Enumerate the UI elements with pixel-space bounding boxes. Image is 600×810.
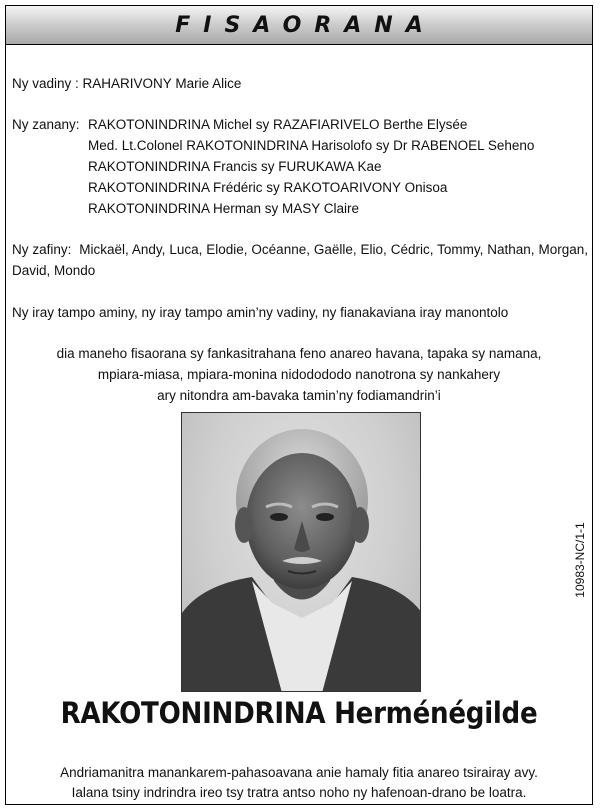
thanks-line-3: ary nitondra am-bavaka tamin’ny fodiamandrin’i (157, 388, 441, 403)
thanks-line-2: mpiara-miasa, mpiara-monina nidodododo nanotrona sy nankahery (97, 367, 501, 382)
family-line: Ny iray tampo aminy, ny iray tampo amin’ny vadiny, ny fianakaviana iray manontolo (12, 305, 509, 320)
page-title: FISAORANA (175, 12, 436, 38)
zanany-line-5: RAKOTONINDRINA Herman sy MASY Claire (88, 201, 360, 216)
portrait-photo (181, 412, 421, 692)
reference-code: 10983-NC/1-1 (573, 522, 587, 598)
zanany-line-1: RAKOTONINDRINA Michel sy RAZAFIARIVELO Berthe Elysée (88, 117, 468, 132)
zanany-line-3: RAKOTONINDRINA Francis sy FURUKAWA Kae (88, 159, 382, 174)
vadiny-label: Ny vadiny : (12, 76, 79, 91)
zafiny-label: Ny zafiny: (12, 242, 72, 257)
zafiny-paragraph (12, 239, 588, 281)
vadiny-value: RAHARIVONY Marie Alice (82, 76, 242, 91)
thanks-line-1: dia maneho fisaorana sy fankasitrahana feno anareo havana, tapaka sy namana, (56, 346, 542, 361)
zafiny-value: Mickaël, Andy, Luca, Elodie, Océanne, Gaëlle, Elio, Cédric, Tommy, Nathan, Morgan, David, Mondo (12, 242, 588, 278)
zanany-line-2: Med. Lt.Colonel RAKOTONINDRINA Harisolofo sy Dr RABENOEL Seheno (88, 138, 535, 153)
vadiny-line (12, 73, 241, 94)
zanany-label: Ny zanany: (12, 117, 80, 132)
deceased-name: RAKOTONINDRINA Herménégilde (60, 696, 538, 730)
blessing-line-2: Ialana tsiny indrindra ireo tsy tratra antso noho ny hafenoan-drano be loatra. (71, 785, 527, 800)
zanany-line-4: RAKOTONINDRINA Frédéric sy RAKOTOARIVONY Onisoa (88, 180, 448, 195)
header-banner (5, 5, 593, 45)
blessing-line-1: Andriamanitra manankarem-pahasoavana anie hamaly fitia anareo tsirairay avy. (60, 765, 538, 780)
